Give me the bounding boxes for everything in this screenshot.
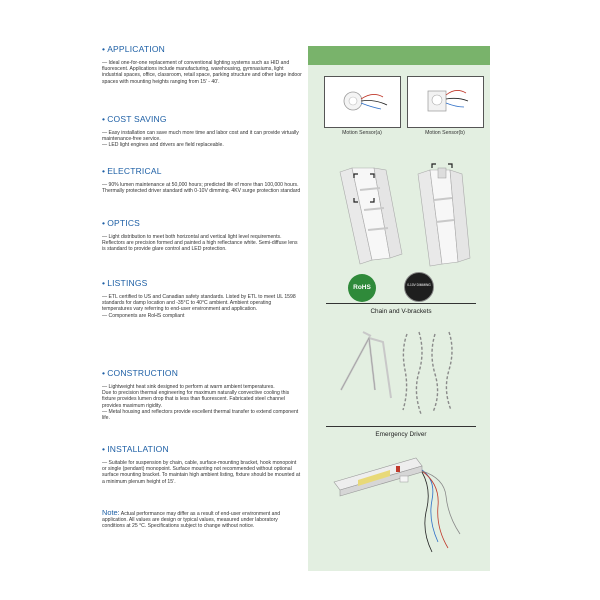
section-body <box>102 294 302 319</box>
body-line: — Ideal one-for-one replacement of conventional lighting systems such as HID and fluorescent. Applications include manufacturing, warehousing, gymnasiums, light industrial spaces, office, classroom, retail space, parking structure and other large indoor spaces with mounting heights ranging from 15’ - 40’. <box>102 60 302 85</box>
dimming-badge-label: 0-10V DIMMING <box>407 283 431 287</box>
section-body <box>102 182 302 194</box>
body-line: — 90% lumen maintenance at 50,000 hours; predicted life of more than 100,000 hours. Thermally protected driver standard with 0-10V dimming. 4KV surge protection standard <box>102 182 301 195</box>
motion-sensor-a-box <box>324 76 401 128</box>
section-installation <box>102 444 302 510</box>
section-title: • COST SAVING <box>102 114 167 124</box>
section-listings <box>102 278 302 368</box>
section-body <box>102 384 302 421</box>
body-line: — Components are RoHS compliant <box>102 312 185 319</box>
body-line: — Metal housing and reflectors provide excellent thermal transfer to extend component life. <box>102 408 299 422</box>
chains <box>403 332 452 414</box>
note-text: Actual performance may differ as a result of end-user environment and application. All values are design or typical values, measured under laboratory conditions at 25 °C. Specifications subject to change without notice. <box>102 511 281 530</box>
section-body <box>102 130 302 149</box>
motion-sensor-b-box <box>407 76 484 128</box>
section-title: • APPLICATION <box>102 44 165 54</box>
chain-v-bracket-image <box>335 330 475 420</box>
section-optics <box>102 218 302 278</box>
fixture-left <box>340 168 402 264</box>
section-body <box>102 60 302 85</box>
divider-emergency <box>326 426 476 427</box>
section-cost-saving <box>102 114 302 166</box>
rohs-badge <box>348 274 376 302</box>
panel-header-bar <box>308 46 490 65</box>
emergency-title: Emergency Driver <box>375 431 427 438</box>
motion-sensor-b-caption: Motion Sensor(b) <box>425 130 465 136</box>
note-label: Note: <box>102 508 120 517</box>
section-electrical <box>102 166 302 218</box>
section-title: • CONSTRUCTION <box>102 368 179 378</box>
section-construction <box>102 368 302 444</box>
section-title: • LISTINGS <box>102 278 148 288</box>
body-line: — Suitable for suspension by chain, cable, surface-mounting bracket, hook monopoint or single (pendant) monopoint. Surface mounting not recommended without optional surface mounting bracket. To maintain high ambient listing, fixture should be mounted at a minimum plenum height of 15’. <box>102 460 301 485</box>
motion-sensor-a-caption: Motion Sensor(a) <box>342 130 382 136</box>
section-title: • ELECTRICAL <box>102 166 162 176</box>
fixture-right <box>418 164 470 266</box>
section-title: • INSTALLATION <box>102 444 169 454</box>
section-body <box>102 234 302 253</box>
dimming-badge <box>404 272 434 302</box>
section-body <box>102 460 302 485</box>
motion-sensor-b-image <box>408 77 483 127</box>
body-line: — Light distribution to meet both horizontal and vertical light level requirements. Reflectors are precision formed and painted a high reflectance white. Semi-diffuse lens is standard to provide glare control and LED protection. <box>102 234 298 253</box>
body-line: — Lightweight heat sink designed to perform at warm ambient temperatures. <box>102 384 275 390</box>
rohs-badge-label: RoHS <box>353 284 371 291</box>
emergency-driver-image <box>328 450 478 560</box>
motion-sensor-a-image <box>325 77 400 127</box>
section-application <box>102 44 302 114</box>
section-title: • OPTICS <box>102 218 141 228</box>
highbay-fixture-images <box>330 160 480 270</box>
divider-chain <box>326 303 476 304</box>
spec-column <box>102 44 302 530</box>
body-line: — LED light engines and drivers are field replaceable. <box>102 142 224 149</box>
note <box>102 510 302 530</box>
chain-title: Chain and V-brackets <box>370 308 432 315</box>
body-line: Due to precision thermal engineering for maximum naturally convective cooling this fixture provides lumen drop that is less than fluorescent. Fabricated steel channel provides maximum rigidity. <box>102 390 290 409</box>
body-line: — Easy installation can save much more time and labor cost and it can provide virtually maintenance-free service. <box>102 130 299 143</box>
body-line: — ETL certified to US and Canadian safety standards. Listed by ETL to meet UL 1598 standards for damp location and -35°C to 40°C ambient. Ambient operating temperatures vary referring to end-user environment and application. <box>102 294 296 313</box>
